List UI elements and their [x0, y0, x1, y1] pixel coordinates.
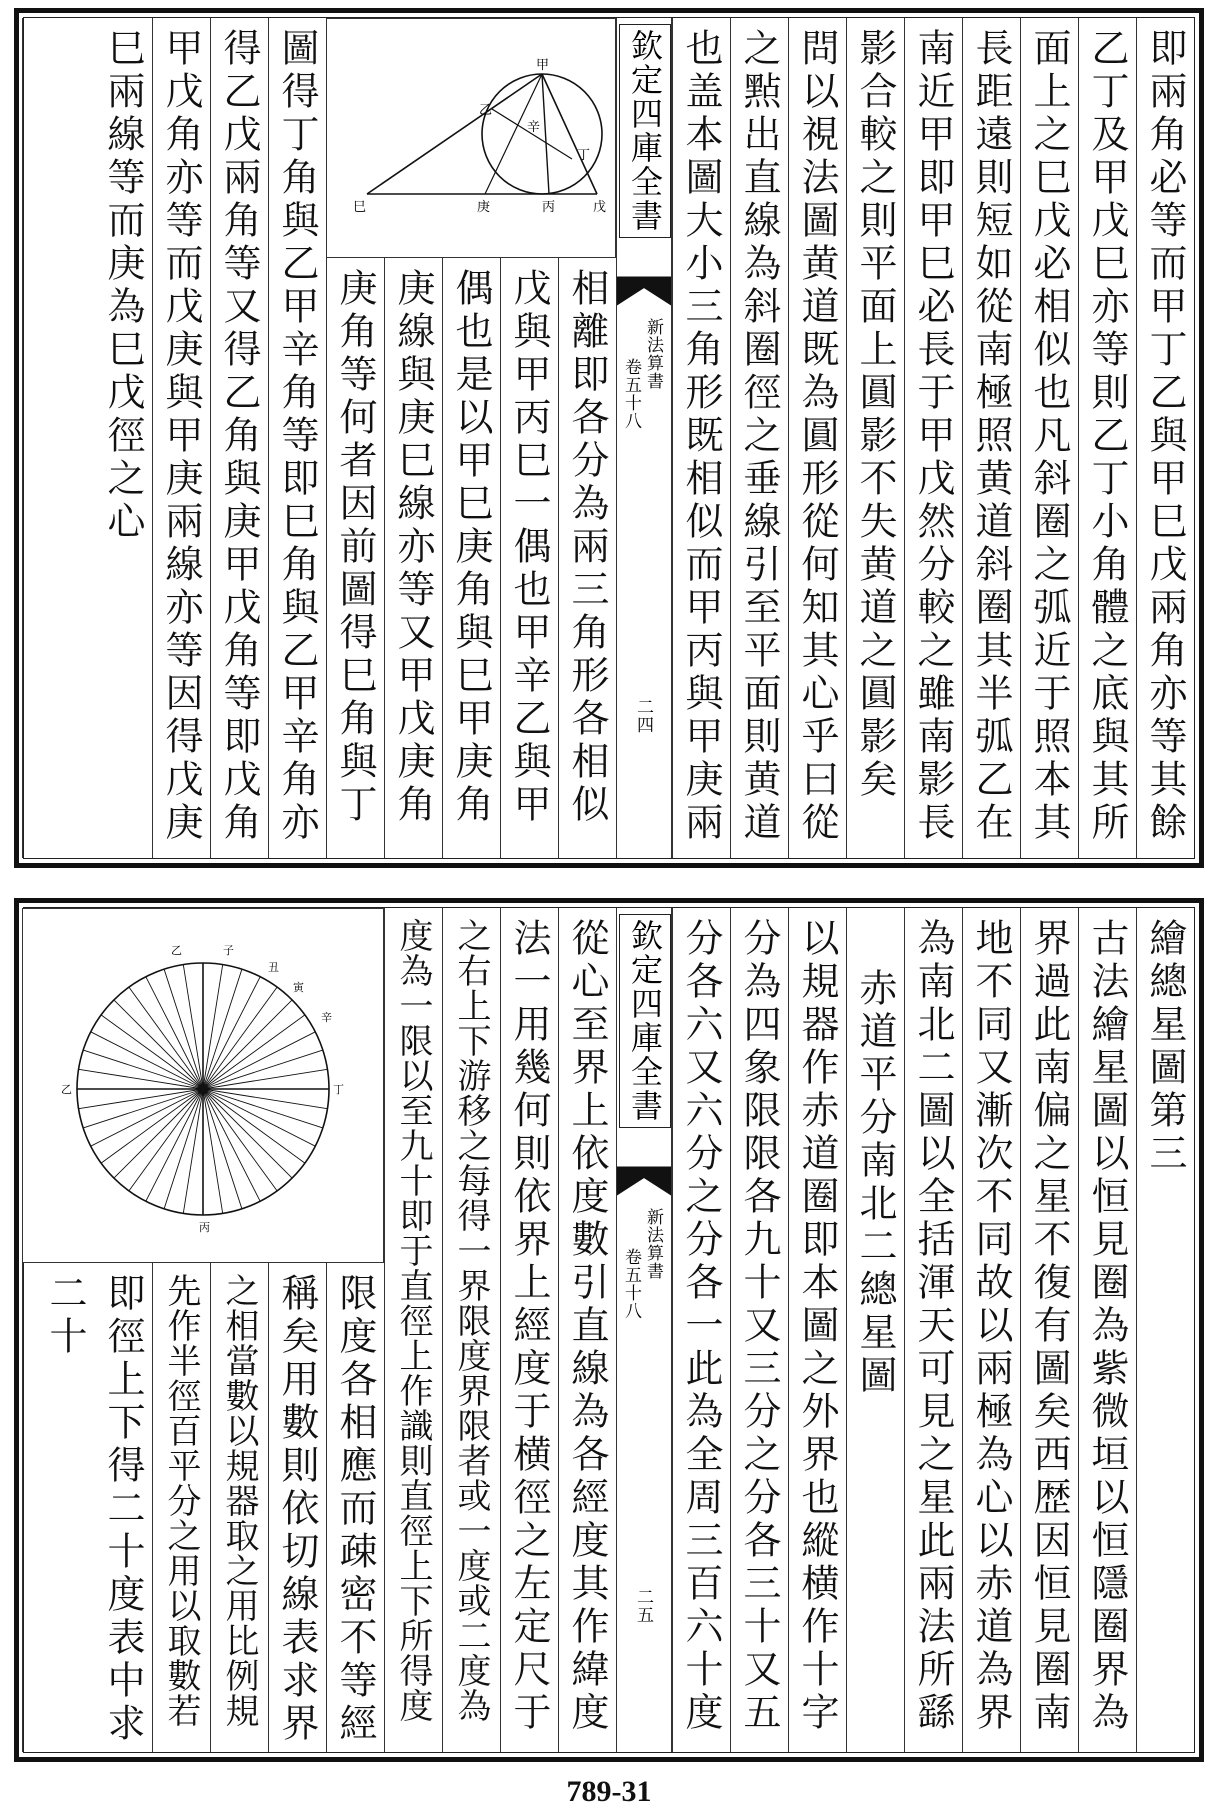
leaf-number: 二五: [633, 1588, 653, 1624]
radial-star-chart: [23, 909, 385, 1264]
diagram-label: 丁: [577, 148, 591, 163]
diagram-label: 丑: [268, 961, 279, 974]
page-number: 789-31: [566, 1775, 652, 1808]
diagram-label: 戊: [593, 200, 607, 215]
text-column: 影合較之則平面上圓影不失黄道之圓影矣: [846, 18, 904, 858]
spoke-line: [203, 1089, 323, 1128]
bottom-text-columns: [24, 908, 1194, 1752]
diagram-label: 寅: [293, 981, 304, 994]
text-column: 度為一限以至九十即于直徑上作識則直徑上下所得度: [384, 908, 442, 1752]
spoke-line: [203, 1050, 323, 1089]
text-column: 先作半徑百平分之用以取數若: [152, 1263, 210, 1752]
text-column: 乙丁及甲戊巳亦等則乙丁小角體之底與其所: [1078, 18, 1136, 858]
top-text-columns: [24, 18, 1194, 858]
text-column: 戊與甲丙巳一偶也甲辛乙與甲: [500, 258, 558, 858]
text-column: 南近甲即甲巳必長于甲戊然分較之雖南影長: [904, 18, 962, 858]
spoke-line: [129, 987, 203, 1089]
text-column: 以規器作赤道圈即本圖之外界也縱横作十字: [788, 908, 846, 1752]
diagram-label: 丁: [333, 1083, 344, 1096]
diagram-label: 乙: [171, 944, 182, 957]
diagram-label: 子: [223, 944, 234, 957]
text-column: 甲戊角亦等而戊庚與甲庚兩線亦等因得戊庚: [152, 18, 210, 858]
text-column: 分各六又六分之分各一此為全周三百六十度: [672, 908, 730, 1752]
spoke-line: [83, 1050, 203, 1089]
diagram-label: 甲: [536, 58, 550, 73]
text-column: 問以視法圖黄道既為圓形從何知其心乎曰從: [788, 18, 846, 858]
text-column: 偶也是以甲巳庚角與巳甲庚角: [442, 258, 500, 858]
text-column: 之右上下游移之每得一界限度界限者或一度或二度為: [442, 908, 500, 1752]
text-column: 之㸃出直線為斜圈徑之垂線引至平面則黄道: [730, 18, 788, 858]
spoke-line: [203, 1089, 277, 1191]
bottom-page-frame: [23, 907, 1195, 1753]
spoke-line: [101, 1015, 203, 1089]
triangle-circle-figure: [327, 19, 617, 259]
book-title: 欽定四庫全書: [619, 24, 671, 238]
text-column: 庚線與庚巳線亦等又甲戊庚角: [384, 258, 442, 858]
fishtail-ornament: [617, 1166, 671, 1196]
diagram-label: 丙: [199, 1221, 210, 1234]
diagram-label: 庚: [477, 200, 491, 215]
book-name: 新法算書: [643, 318, 663, 390]
text-column: 面上之巳戊必相似也凡斜圈之弧近于照本其: [1020, 18, 1078, 858]
spoke-line: [203, 1089, 242, 1209]
spoke-line: [114, 1000, 203, 1089]
text-column: 相離即各分為兩三角形各相似: [558, 258, 616, 858]
spoke-line: [203, 1089, 305, 1163]
volume-label: 卷五十八: [621, 358, 641, 430]
diagram-label: 巳: [353, 200, 367, 215]
text-column: 之相當數以規器取之用比例規: [210, 1263, 268, 1752]
spoke-line: [101, 1089, 203, 1163]
book-name: 新法算書: [643, 1208, 663, 1280]
leaf-number: 二四: [633, 698, 653, 734]
spoke-line: [203, 1000, 292, 1089]
spoke-line: [203, 969, 242, 1089]
top-page-frame: [23, 17, 1195, 859]
top-page: [14, 8, 1204, 868]
spoke-line: [83, 1089, 203, 1128]
text-column: 從心至界上依度數引直線為各經度其作緯度: [558, 908, 616, 1752]
section-heading: 赤道平分南北二總星圖: [846, 908, 904, 1752]
center-fold-column: [616, 18, 672, 858]
text-column: 巳兩線等而庚為巳戊徑之心: [22, 18, 152, 858]
text-column: 古法繪星圖以恒見圈為紫微垣以恒隱圈界為: [1078, 908, 1136, 1752]
text-column: 也盖本圖大小三角形既相似而甲丙與甲庚兩: [672, 18, 730, 858]
spoke-line: [203, 1015, 305, 1089]
spoke-line: [164, 969, 203, 1089]
text-column: 得乙戊兩角等又得乙角與庚甲戊角等即戊角: [210, 18, 268, 858]
chapter-heading: 繪總星圖第三: [1136, 908, 1194, 1752]
diagram-label: 辛: [321, 1011, 332, 1024]
star-chart-diagram: [22, 908, 384, 1263]
spoke-line: [129, 1089, 203, 1191]
text-column: 為南北二圖以全括渾天可見之星此兩法所繇: [904, 908, 962, 1752]
spoke-line: [164, 1089, 203, 1209]
text-column: 庚角等何者因前圖得巳角與丁: [326, 258, 384, 858]
fishtail-ornament: [617, 276, 671, 306]
text-column: 地不同又漸次不同故以兩極為心以赤道為界: [962, 908, 1020, 1752]
text-column: 稱矣用數則依切線表求界: [268, 1263, 326, 1752]
diagram-label: 乙: [61, 1083, 72, 1096]
volume-label: 卷五十八: [621, 1248, 641, 1320]
text-column: 法一用幾何則依界上經度于横徑之左定尺于: [500, 908, 558, 1752]
diagram-label: 丙: [542, 200, 556, 215]
text-column: 即徑上下得二十度表中求二十: [22, 1263, 152, 1752]
spoke-line: [203, 987, 277, 1089]
center-fold-column: [616, 908, 672, 1752]
spoke-line: [203, 1089, 292, 1178]
text-column: 界過此南偏之星不復有圖矣西歴因恒見圈南: [1020, 908, 1078, 1752]
diagram-label: 乙: [479, 103, 493, 118]
text-column: 即兩角必等而甲丁乙與甲巳戊兩角亦等其餘: [1136, 18, 1194, 858]
text-column: 圖得丁角與乙甲辛角等即巳角與乙甲辛角亦: [268, 18, 326, 858]
geometry-diagram: [326, 18, 616, 258]
text-column: 長距遠則短如從南極照黄道斜圈其半弧乙在: [962, 18, 1020, 858]
text-column: 限度各相應而疎密不等經: [326, 1263, 384, 1752]
diagram-label: 辛: [527, 120, 541, 135]
text-column: 分為四象限限各九十又三分之分各三十又五: [730, 908, 788, 1752]
book-title: 欽定四庫全書: [619, 914, 671, 1128]
bottom-page: [14, 898, 1204, 1762]
spoke-line: [114, 1089, 203, 1178]
